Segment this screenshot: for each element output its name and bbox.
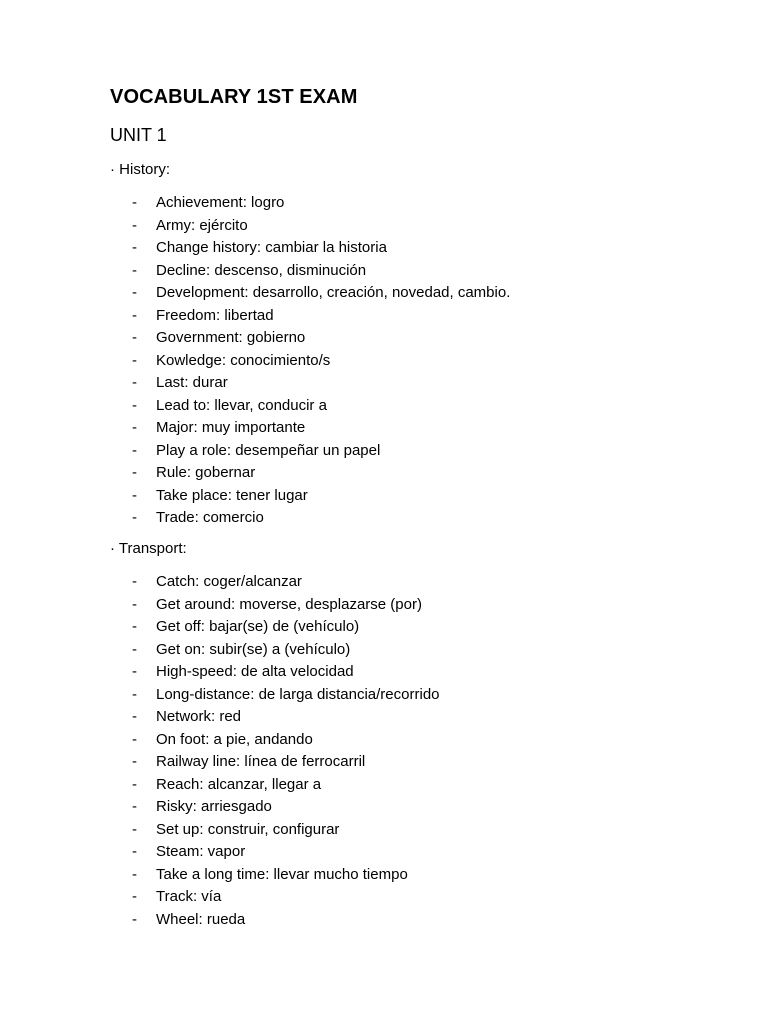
- vocab-entry: Get around: moverse, desplazarse (por): [156, 595, 422, 613]
- vocab-entry: Catch: coger/alcanzar: [156, 573, 302, 590]
- list-bullet: -: [132, 306, 137, 324]
- list-bullet: -: [132, 396, 137, 414]
- unit-heading: UNIT 1: [110, 125, 167, 145]
- list-bullet: -: [132, 486, 137, 504]
- list-bullet: -: [132, 753, 137, 770]
- vocab-entry: Railway line: línea de ferrocarril: [156, 753, 366, 770]
- vocab-entry: Set up: construir, configurar: [156, 820, 340, 838]
- list-bullet: -: [132, 663, 137, 680]
- vocab-entry: High-speed: de alta velocidad: [156, 663, 354, 680]
- vocab-entry: Development: desarrollo, creación, novedad, cambio.: [156, 284, 511, 301]
- list-bullet: -: [132, 194, 137, 211]
- vocab-entry: Wheel: rueda: [156, 910, 246, 928]
- list-bullet: -: [132, 441, 137, 459]
- section-heading-transport: · Transport:: [110, 540, 187, 557]
- list-bullet: -: [132, 284, 137, 301]
- list-bullet: -: [132, 798, 137, 815]
- section-heading-history: · History:: [110, 161, 170, 178]
- list-bullet: -: [132, 865, 137, 883]
- list-bullet: -: [132, 216, 137, 234]
- list-bullet: -: [132, 708, 137, 725]
- list-bullet: -: [132, 910, 137, 928]
- list-bullet: -: [132, 843, 137, 860]
- list-bullet: -: [132, 573, 137, 590]
- vocab-entry: Play a role: desempeñar un papel: [156, 441, 381, 459]
- list-bullet: -: [132, 329, 137, 346]
- list-bullet: -: [132, 730, 137, 748]
- vocab-entry: Achievement: logro: [156, 194, 285, 211]
- vocab-entry: Take place: tener lugar: [156, 486, 308, 504]
- list-bullet: -: [132, 685, 137, 703]
- list-bullet: -: [132, 464, 137, 481]
- vocab-entry: Kowledge: conocimiento/s: [156, 351, 331, 369]
- vocab-entry: On foot: a pie, andando: [156, 730, 313, 748]
- vocab-entry: Take a long time: llevar mucho tiempo: [156, 865, 408, 883]
- vocab-entry: Change history: cambiar la historia: [156, 239, 387, 256]
- vocab-entry: Decline: descenso, disminución: [156, 261, 367, 279]
- list-bullet: -: [132, 351, 137, 369]
- list-bullet: -: [132, 775, 137, 793]
- vocab-entry: Risky: arriesgado: [156, 798, 272, 815]
- vocab-entry: Track: vía: [156, 888, 222, 905]
- vocab-entry: Long-distance: de larga distancia/recorrido: [156, 685, 440, 703]
- vocab-entry: Government: gobierno: [156, 329, 306, 346]
- vocab-entry: Get on: subir(se) a (vehículo): [156, 640, 351, 658]
- vocab-entry: Last: durar: [156, 374, 228, 391]
- vocab-entry: Steam: vapor: [156, 843, 246, 860]
- list-bullet: -: [132, 618, 137, 635]
- list-bullet: -: [132, 820, 137, 838]
- page-title: VOCABULARY 1ST EXAM: [110, 86, 358, 108]
- list-bullet: -: [132, 888, 137, 905]
- vocab-entry: Rule: gobernar: [156, 464, 256, 481]
- vocab-entry: Lead to: llevar, conducir a: [156, 396, 327, 414]
- list-bullet: -: [132, 595, 137, 613]
- vocab-entry: Major: muy importante: [156, 419, 306, 436]
- vocab-entry: Get off: bajar(se) de (vehículo): [156, 618, 360, 635]
- list-bullet: -: [132, 419, 137, 436]
- vocab-entry: Reach: alcanzar, llegar a: [156, 775, 322, 793]
- list-bullet: -: [132, 640, 137, 658]
- list-bullet: -: [132, 261, 137, 279]
- list-bullet: -: [132, 239, 137, 256]
- vocab-entry: Trade: comercio: [156, 509, 264, 526]
- vocab-entry: Freedom: libertad: [156, 306, 274, 324]
- vocab-entry: Army: ejército: [156, 216, 248, 234]
- vocab-entry: Network: red: [156, 708, 242, 725]
- list-bullet: -: [132, 374, 137, 391]
- list-bullet: -: [132, 509, 137, 526]
